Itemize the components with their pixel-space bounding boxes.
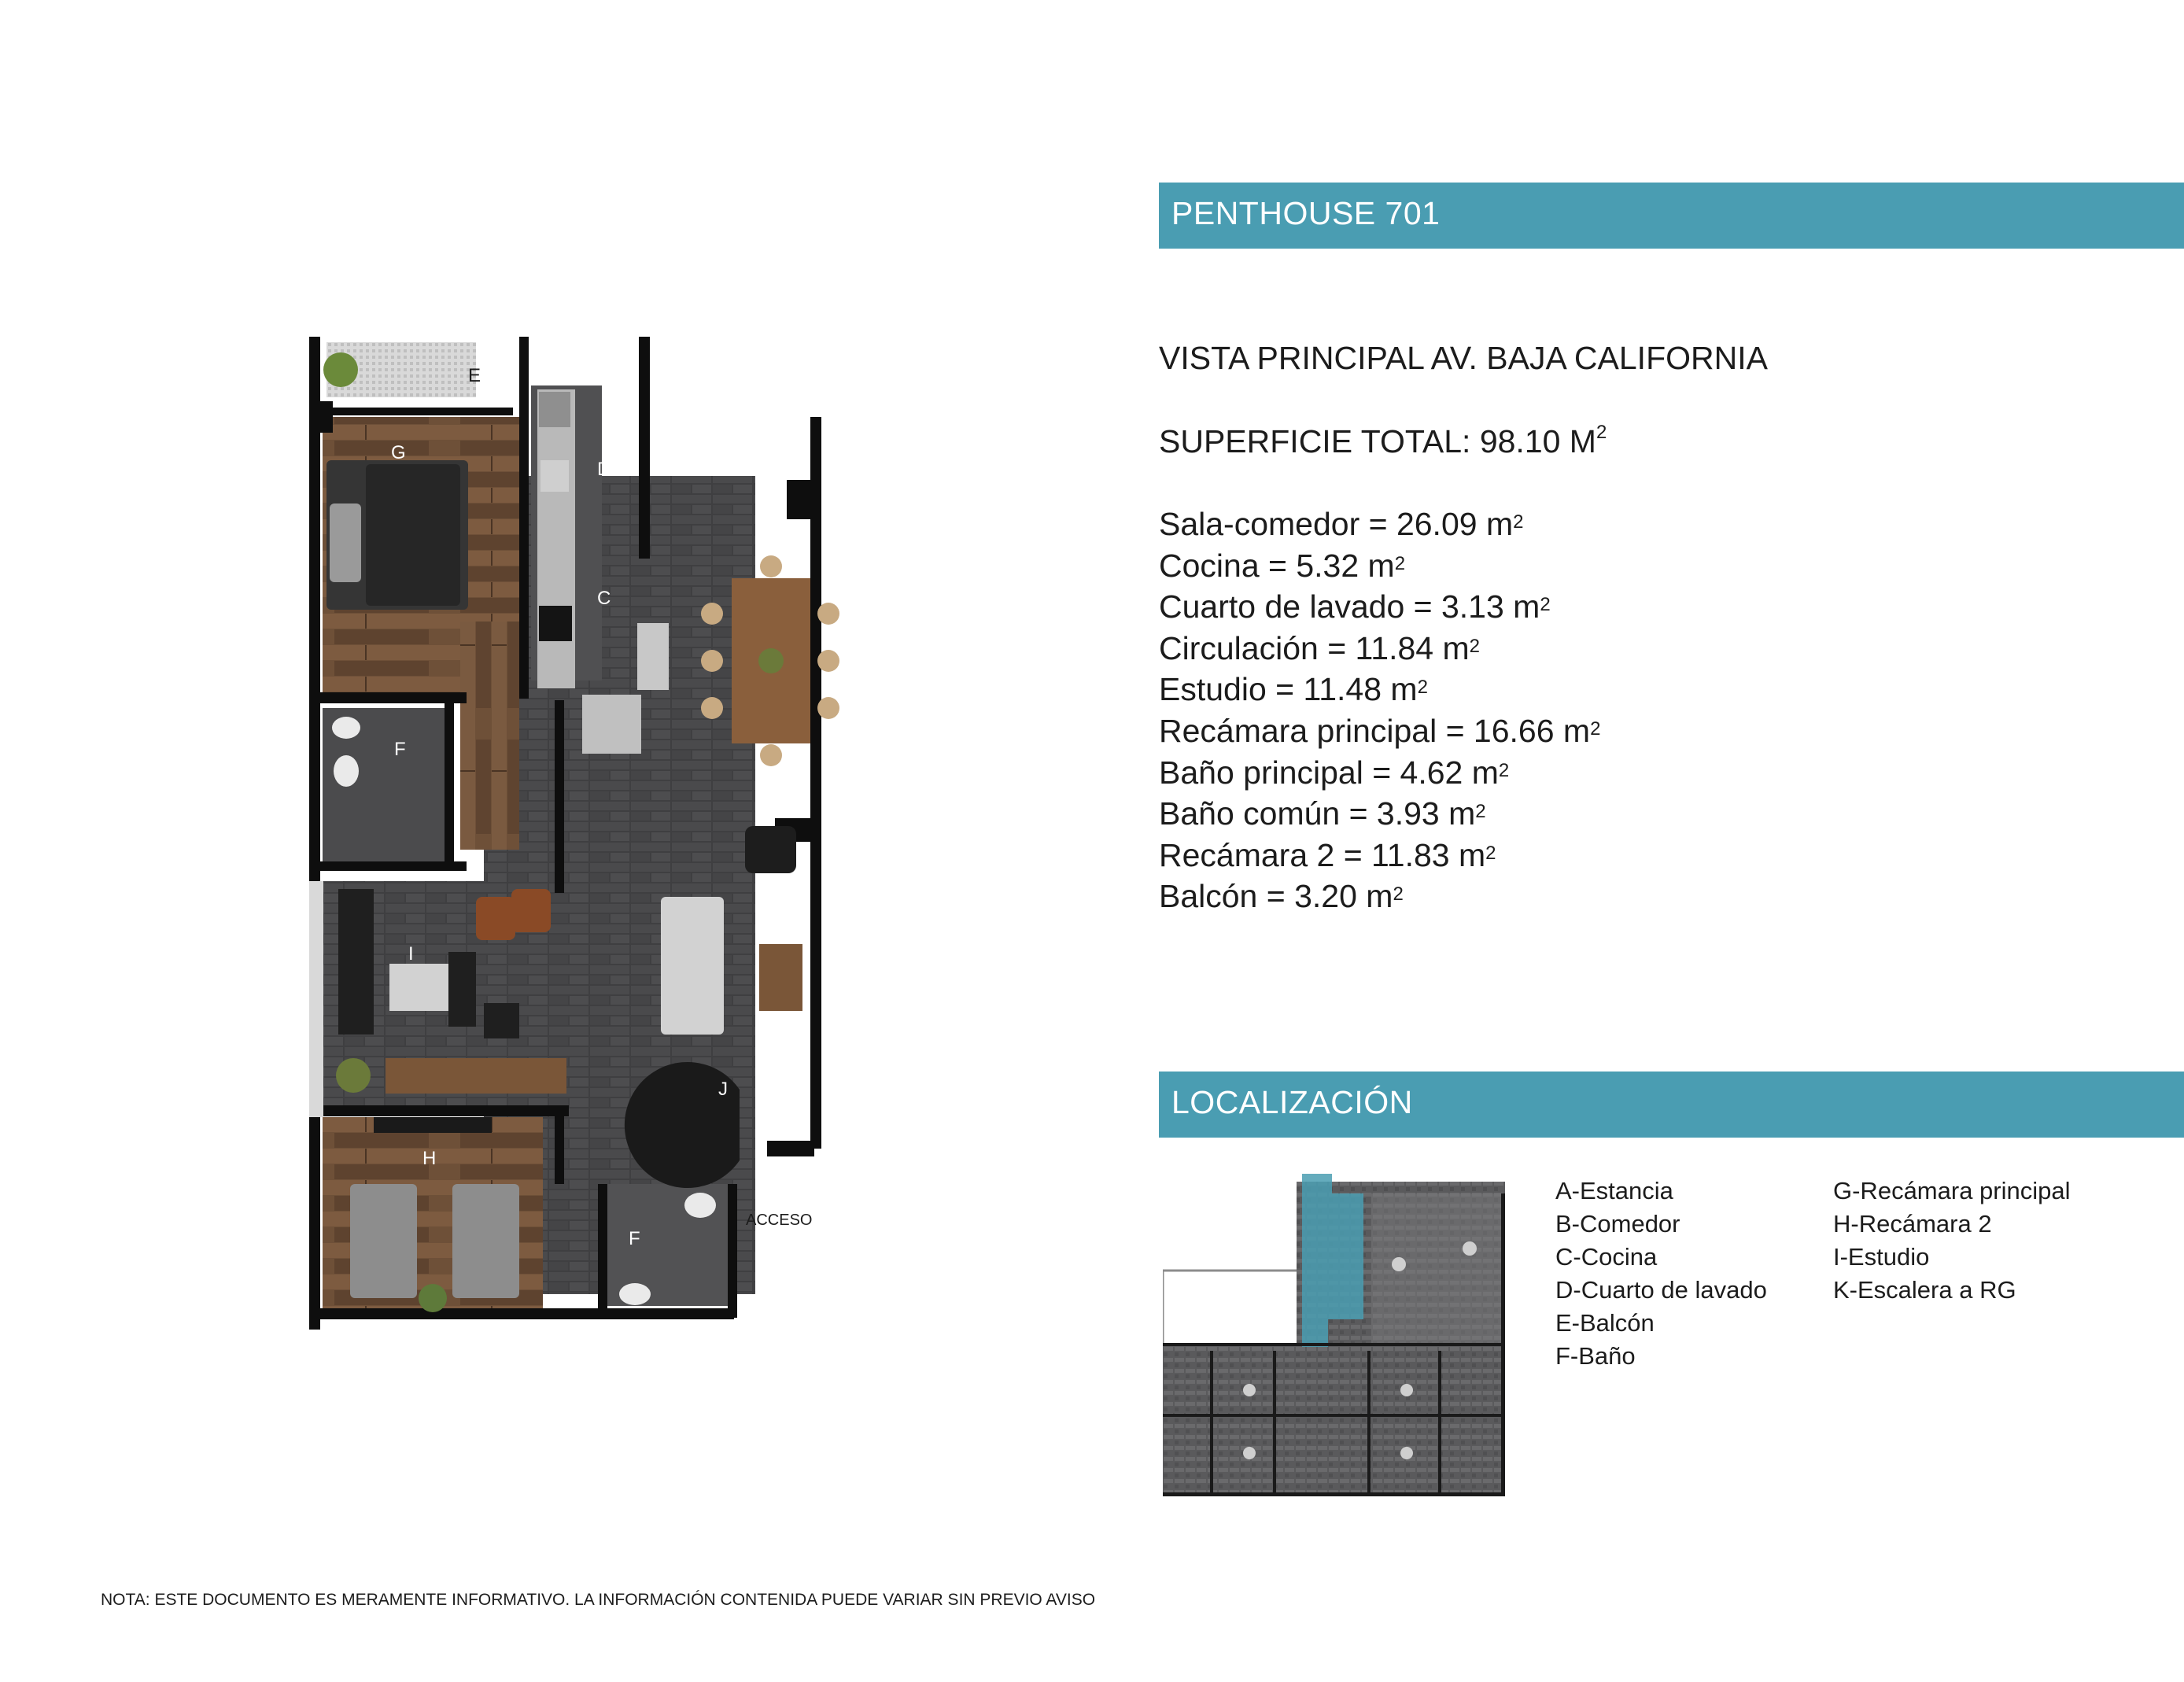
area-item (1159, 586, 1600, 628)
legend-item: C-Cocina (1555, 1243, 1658, 1271)
area-text: Recámara principal = 16.66 m (1159, 712, 1591, 749)
legend-item: E-Balcón (1555, 1309, 1655, 1337)
hall-wood (460, 622, 519, 850)
localizacion-title: LOCALIZACIÓN (1171, 1084, 1413, 1120)
area-item (1159, 503, 1600, 545)
legend-item: K-Escalera a RG (1833, 1276, 2016, 1304)
room-label-h: H (422, 1148, 437, 1169)
acceso-label: ACCESO (746, 1212, 813, 1229)
area-text: Baño común = 3.93 m (1159, 795, 1476, 832)
legend-left (1555, 1175, 1767, 1373)
superficie-text: SUPERFICIE TOTAL: 98.10 M (1159, 423, 1596, 459)
area-text: Balcón = 3.20 m (1159, 878, 1393, 915)
area-superscript: 2 (1393, 883, 1404, 906)
area-item (1159, 876, 1600, 917)
floor-plan (303, 330, 885, 1330)
superficie-total (1159, 423, 1607, 460)
localizacion-band (1159, 1072, 2184, 1138)
area-text: Baño principal = 4.62 m (1159, 754, 1499, 791)
area-item (1159, 710, 1600, 752)
area-item (1159, 793, 1600, 835)
area-superscript: 2 (1513, 511, 1524, 533)
legend-item: A-Estancia (1555, 1177, 1673, 1204)
footer-note: NOTA: ESTE DOCUMENTO ES MERAMENTE INFORMATIVO. LA INFORMACIÓN CONTENIDA PUEDE VARIAR SIN PREVIO AVISO (101, 1591, 1096, 1609)
room-label-e: E (468, 365, 481, 386)
area-text: Sala-comedor = 26.09 m (1159, 506, 1514, 542)
room-label-c: C (597, 588, 611, 609)
room-label-i: I (408, 943, 414, 965)
area-superscript: 2 (1394, 552, 1406, 574)
legend-item: D-Cuarto de lavado (1555, 1276, 1767, 1304)
vista-principal: VISTA PRINCIPAL AV. BAJA CALIFORNIA (1159, 340, 1768, 376)
area-text: Circulación = 11.84 m (1159, 629, 1470, 666)
area-superscript: 2 (1590, 717, 1601, 740)
legend-item: I-Estudio (1833, 1243, 1930, 1271)
area-item (1159, 669, 1600, 710)
area-text: Recámara 2 = 11.83 m (1159, 836, 1486, 873)
location-key-plan (1163, 1170, 1509, 1500)
room-label-f2: F (629, 1228, 640, 1249)
area-item (1159, 752, 1600, 794)
area-text: Cuarto de lavado = 3.13 m (1159, 588, 1540, 625)
room-label-b: B (757, 518, 770, 539)
room-label-f1: F (394, 739, 406, 760)
area-superscript: 2 (1469, 635, 1480, 657)
lower-building (1163, 1343, 1505, 1496)
legend-item: F-Baño (1555, 1342, 1636, 1370)
room-label-j: J (718, 1079, 728, 1100)
area-superscript: 2 (1417, 677, 1428, 699)
legend-item: B-Comedor (1555, 1210, 1680, 1238)
area-text: Cocina = 5.32 m (1159, 547, 1395, 584)
area-superscript: 2 (1540, 594, 1551, 616)
area-superscript: 2 (1498, 759, 1510, 781)
title-band (1159, 183, 2184, 249)
room-label-d: D (597, 459, 611, 480)
area-item (1159, 545, 1600, 587)
area-item (1159, 835, 1600, 876)
area-superscript: 2 (1475, 801, 1486, 823)
area-text: Estudio = 11.48 m (1159, 671, 1418, 708)
legend-right (1833, 1175, 2071, 1307)
room-label-g: G (391, 442, 406, 463)
page-title: PENTHOUSE 701 (1171, 195, 1441, 231)
area-item (1159, 628, 1600, 669)
room-label-a: A (762, 909, 776, 931)
legend-item: H-Recámara 2 (1833, 1210, 1992, 1238)
legend-item: G-Recámara principal (1833, 1177, 2071, 1204)
area-superscript: 2 (1485, 842, 1496, 864)
superficie-superscript: 2 (1596, 422, 1607, 443)
areas-list (1159, 503, 1600, 917)
